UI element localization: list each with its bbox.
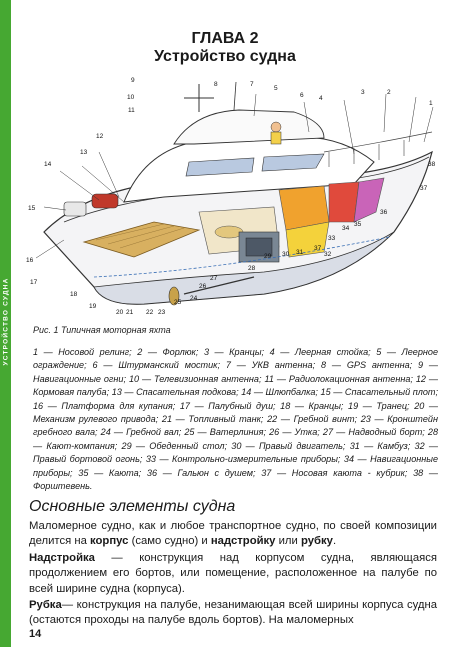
callout-24: 24 <box>190 295 198 302</box>
legend-item: 29 — Обеденный стол; <box>121 440 228 451</box>
legend-item: 17 — Палубный душ; <box>179 400 276 411</box>
callout-20: 20 <box>116 309 124 316</box>
callout-26: 26 <box>199 283 207 290</box>
callout-34: 34 <box>342 225 350 232</box>
legend-item: 33 — Контрольно-измерительные приборы; <box>145 454 341 465</box>
callout-21: 21 <box>126 309 134 316</box>
callout-5: 5 <box>274 85 278 92</box>
callout-38: 38 <box>428 161 436 168</box>
callout-25: 25 <box>174 299 182 306</box>
legend-item: 8 — GPS антенна; <box>320 360 413 371</box>
legend-item: 14 — Шлюпбалка; <box>241 387 318 398</box>
callout-22: 22 <box>146 309 154 316</box>
callout-18: 18 <box>70 291 78 298</box>
legend-item: 27 — Надводный борт; <box>322 427 425 438</box>
callout-17: 17 <box>30 279 38 286</box>
paragraph-composition <box>29 519 437 550</box>
callout-16: 16 <box>26 257 34 264</box>
figure-legend <box>33 346 438 493</box>
yacht-figure <box>24 72 444 317</box>
paragraph-deckhouse <box>29 598 437 629</box>
text-run: . <box>332 535 337 548</box>
callout-31: 31 <box>296 249 304 256</box>
text-run: или <box>275 535 301 548</box>
text-run: — конструкция над корпусом судна, являющаяся продолжением его бортов, или помещение, расположенное на палубе по всей ширине судна (корпуса). <box>29 552 437 595</box>
callout-32: 32 <box>324 251 332 258</box>
legend-item: 31 — Камбуз; <box>349 440 411 451</box>
legend-item: 34 — Навигационные приборы; <box>33 454 439 478</box>
chapter-title: ГЛАВА 2 <box>191 30 259 47</box>
legend-item: 32 — Правый бортовой огонь; <box>33 440 438 465</box>
legend-item: 26 — Утка; <box>269 427 320 438</box>
legend-item: 19 — Транец; <box>348 400 410 411</box>
callout-27: 27 <box>210 275 218 282</box>
term-deckhouse-def: Рубка <box>29 599 62 611</box>
legend-item: 20 — Механизм рулевого привода; <box>33 400 438 425</box>
legend-item: 10 — Телевизионная антенна; <box>128 373 262 384</box>
callout-3: 3 <box>361 89 365 96</box>
callout-6: 6 <box>300 92 304 99</box>
callout-28: 28 <box>248 265 256 272</box>
legend-item: 12 — Кормовая палуба; <box>33 373 438 398</box>
legend-item: 3 — Кранцы; <box>203 347 265 357</box>
callout-30: 30 <box>282 251 290 258</box>
legend-item: 37 — Носовая каюта - кубрик; <box>261 467 408 478</box>
text-run: Маломерное судно, как и любое транспортное судно, по своей композиции делится на <box>29 520 437 548</box>
callout-37b: 37 <box>314 245 322 252</box>
term-superstructure: надстройку <box>210 535 276 548</box>
legend-item: 35 — Каюта; <box>78 467 142 478</box>
page-number: 14 <box>29 628 42 640</box>
text-run: — конструкция на палубе, незанимающая всей ширины корпуса судна (остаются проходы на палубе вдоль бортов). На маломерных <box>29 599 437 627</box>
legend-item: 15 — Спасательный плот; <box>320 387 438 398</box>
term-deckhouse: рубку <box>300 535 333 548</box>
legend-item: 36 — Гальюн с душем; <box>146 467 256 478</box>
callout-29: 29 <box>264 253 272 260</box>
legend-item: 25 — Ватерлиния; <box>184 427 267 438</box>
legend-item: 9 — Навигационные огни; <box>33 360 439 384</box>
callout-4: 4 <box>319 95 323 102</box>
legend-item: 16 — Платформа для купания; <box>33 400 176 411</box>
callout-35: 35 <box>354 221 362 228</box>
callout-9: 9 <box>131 77 135 84</box>
callout-23: 23 <box>158 309 166 316</box>
callout-33: 33 <box>328 235 336 242</box>
callout-13: 13 <box>80 149 88 156</box>
chapter-subtitle: Устройство судна <box>154 48 296 65</box>
paragraph-superstructure <box>29 551 437 597</box>
legend-item: 18 — Кранцы; <box>280 400 344 411</box>
legend-item: 1 — Носовой релинг; <box>33 347 132 357</box>
callout-15: 15 <box>28 205 36 212</box>
term-hull: корпус <box>90 535 129 548</box>
callout-12: 12 <box>96 133 104 140</box>
legend-item: 11 — Радиолокационная антенна; <box>264 373 413 384</box>
legend-item: 6 — Штурманский мостик; <box>92 360 221 371</box>
callout-14: 14 <box>44 161 52 168</box>
legend-item: 21 — Топливный танк; <box>161 414 264 425</box>
callout-8: 8 <box>214 81 218 88</box>
legend-item: 38 — Форштевень. <box>33 467 439 492</box>
side-bar <box>0 0 11 647</box>
legend-item: 24 — Гребной вал; <box>100 427 182 438</box>
callout-37: 37 <box>420 185 428 192</box>
callout-36: 36 <box>380 209 388 216</box>
side-section-label: УСТРОЙСТВО СУДНА <box>2 277 10 366</box>
legend-item: 5 — Леерное ограждение; <box>33 347 439 371</box>
term-superstructure-def: Надстройка <box>29 552 95 564</box>
yacht-cutaway-illustration <box>24 72 444 317</box>
callout-7: 7 <box>250 81 254 88</box>
legend-item: 4 — Леерная стойка; <box>269 347 371 357</box>
section-heading: Основные элементы судна <box>29 498 236 515</box>
figure-caption: Рис. 1 Типичная моторная яхта <box>33 325 171 335</box>
text-run: (само судно) и <box>128 535 211 548</box>
callout-1: 1 <box>429 100 433 107</box>
legend-item: 2 — Форлюк; <box>137 347 199 357</box>
legend-item: 22 — Гребной винт; <box>267 414 358 425</box>
legend-item: 30 — Правый двигатель; <box>231 440 346 451</box>
legend-item: 28 — Кают-компания; <box>33 427 439 451</box>
legend-item: 7 — УКВ антенна; <box>225 360 316 371</box>
legend-item: 13 — Спасательная подкова; <box>111 387 239 398</box>
callout-11: 11 <box>128 107 135 114</box>
legend-item: 23 — Кронштейн гребного вала; <box>33 414 438 438</box>
callout-19: 19 <box>89 303 97 310</box>
callout-10: 10 <box>127 94 135 101</box>
callout-2: 2 <box>387 89 391 96</box>
